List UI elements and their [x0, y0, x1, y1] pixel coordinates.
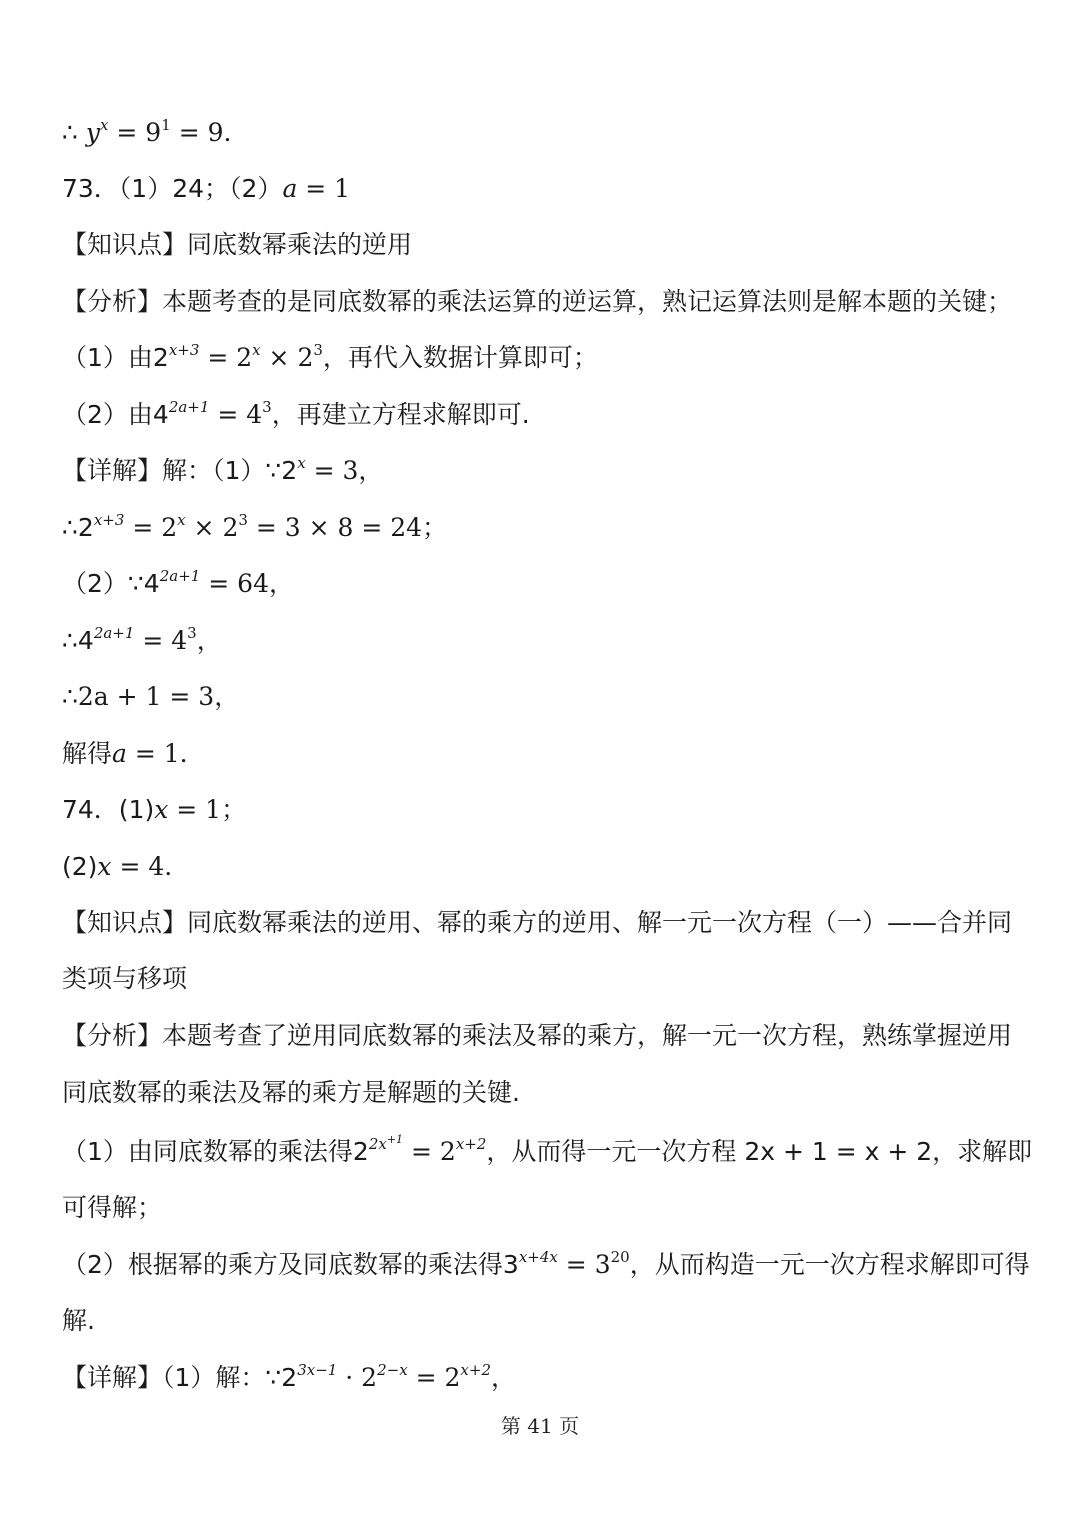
analysis-74-part1-cont: 可得解； — [62, 1193, 163, 1222]
therefore-symbol: ∴ — [62, 118, 86, 147]
exponent: x — [177, 510, 186, 529]
exponent: x+2 — [455, 1134, 487, 1153]
exponent: x+2 — [460, 1360, 491, 1379]
exponent: x+3 — [168, 340, 200, 359]
analysis-74-part1 — [62, 1132, 1033, 1169]
text: 解得 — [62, 739, 113, 768]
text: = 3 — [557, 1250, 611, 1279]
analysis-74-part2-cont: 解. — [62, 1306, 95, 1335]
exponent: x+3 — [93, 510, 125, 529]
question-label: 73．（1）24；（2） — [62, 174, 283, 203]
exponent: 3 — [187, 623, 197, 642]
analysis-74-part2 — [62, 1248, 1030, 1282]
exponent: 2a+1 — [159, 566, 201, 585]
detail-73-step5: ∴2a + 1 = 3， — [62, 682, 240, 711]
knowledge-point-73: 【知识点】同底数幂乘法的逆用 — [62, 230, 413, 259]
answer-73 — [62, 172, 350, 206]
analysis-73-part2 — [62, 398, 530, 432]
line-therefore-y-power — [62, 116, 231, 150]
text: = 2 — [124, 513, 178, 542]
text: = 1； — [168, 795, 247, 824]
text: (2) — [62, 852, 98, 881]
text: = 4 — [209, 400, 263, 429]
text: （1）由2 — [62, 343, 169, 372]
sup-x: x — [99, 115, 109, 134]
text: （2）∵4 — [62, 569, 160, 598]
text: = 64， — [200, 569, 294, 598]
text: × 2 — [185, 513, 239, 542]
text: ，从而得一元一次方程 2x + 1 = x + 2，求解即 — [486, 1137, 1033, 1166]
answer-74-part1 — [62, 793, 246, 827]
var-x: x — [154, 795, 169, 824]
exponent: 3 — [238, 510, 248, 529]
detail-74-step1 — [62, 1361, 516, 1395]
text: = 2 — [199, 343, 253, 372]
text: = 3， — [305, 456, 384, 485]
text: ∴2 — [62, 513, 94, 542]
text: = 1 — [297, 174, 351, 203]
knowledge-point-74-cont: 类项与移项 — [62, 964, 188, 993]
var-x: x — [97, 852, 112, 881]
text: = 1. — [126, 739, 188, 768]
text: = 2 — [403, 1137, 456, 1166]
text: （2）由4 — [62, 400, 169, 429]
exponent: 2−x — [377, 1360, 408, 1379]
text: 【详解】（1）解：∵2 — [62, 1363, 298, 1392]
var-a: a — [282, 174, 298, 203]
analysis-73: 【分析】本题考查的是同底数幂的乘法运算的逆运算，熟记运算法则是解本题的关键； — [62, 287, 1013, 316]
question-label: 74．(1) — [62, 795, 155, 824]
detail-73-step1 — [62, 454, 383, 488]
analysis-74: 【分析】本题考查了逆用同底数幂的乘法及幂的乘方，解一元一次方程，熟练掌握逆用 — [62, 1021, 1013, 1050]
exponent: 3 — [313, 340, 323, 359]
exponent: 2a+1 — [168, 397, 210, 416]
text: = 4 — [134, 626, 188, 655]
analysis-73-part1 — [62, 341, 598, 375]
text: = 9 — [108, 118, 162, 147]
text: （1）由同底数幂的乘法得2 — [62, 1137, 369, 1166]
sup-1: 1 — [161, 115, 171, 134]
var-y: y — [85, 118, 100, 147]
text: = 4. — [111, 852, 173, 881]
analysis-74-cont: 同底数幂的乘法及幂的乘方是解题的关键. — [62, 1078, 520, 1107]
text: ，再代入数据计算即可； — [322, 343, 598, 372]
detail-73-step3 — [62, 567, 294, 601]
detail-73-step6 — [62, 737, 188, 771]
exponent: 2x — [368, 1134, 387, 1153]
text: = 2 — [407, 1363, 461, 1392]
exponent: 20 — [610, 1247, 630, 1266]
exponent: x — [297, 453, 306, 472]
text: · 2 — [337, 1363, 378, 1392]
exponent: +1 — [386, 1132, 404, 1146]
exponent: 3 — [262, 397, 272, 416]
text: = 9. — [170, 118, 232, 147]
detail-73-step2 — [62, 511, 447, 545]
exponent: x — [252, 340, 261, 359]
text: = 3 × 8 = 24； — [247, 513, 448, 542]
text: 【详解】解：（1）∵2 — [62, 456, 298, 485]
exponent: x+4x — [518, 1247, 558, 1266]
detail-73-step4 — [62, 624, 222, 658]
text: ，从而构造一元一次方程求解即可得 — [629, 1250, 1030, 1279]
exponent: 3x−1 — [297, 1360, 338, 1379]
var-a: a — [112, 739, 127, 768]
answer-74-part2 — [62, 850, 172, 884]
knowledge-point-74: 【知识点】同底数幂乘法的逆用、幂的乘方的逆用、解一元一次方程（一）——合并同 — [62, 908, 1013, 937]
text: ，再建立方程求解即可. — [271, 400, 530, 429]
text: × 2 — [260, 343, 314, 372]
exponent: 2a+1 — [93, 623, 135, 642]
text: ， — [196, 626, 222, 655]
page-number: 第 41 页 — [500, 1414, 580, 1438]
text: ， — [491, 1363, 517, 1392]
text: （2）根据幂的乘方及同底数幂的乘法得3 — [62, 1250, 519, 1279]
text: ∴4 — [62, 626, 94, 655]
